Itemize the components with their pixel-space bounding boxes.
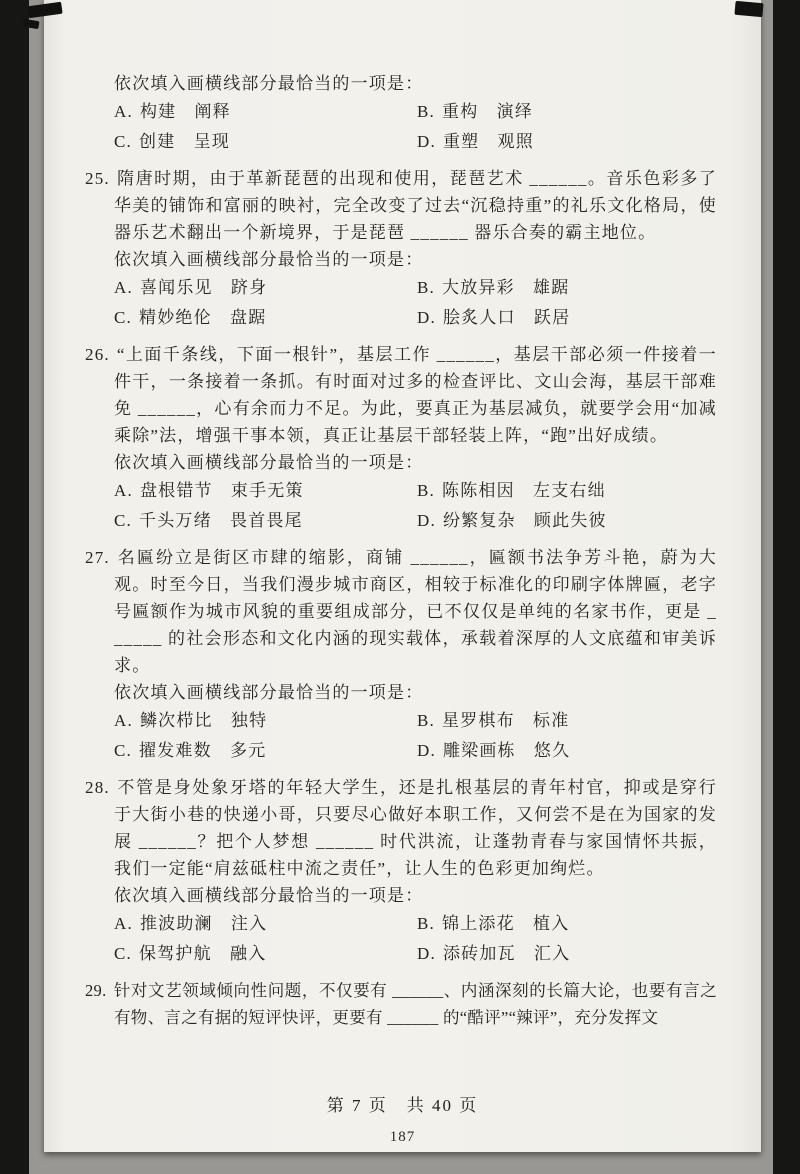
question-29 (85, 977, 717, 1031)
option-text: 陈陈相因 左支右绌 (442, 481, 606, 500)
option-label: B. (417, 102, 435, 121)
fill-in-prompt: 依次填入画横线部分最恰当的一项是： (114, 453, 424, 472)
options-grid (85, 706, 717, 766)
question-number: 29. (85, 981, 107, 1000)
option-label: D. (417, 132, 436, 151)
option-text: 雕梁画栋 悠久 (442, 741, 571, 760)
option-d (417, 506, 717, 536)
option-d (417, 736, 717, 766)
option-d (417, 127, 717, 157)
option-text: 鳞次栉比 独特 (139, 711, 268, 730)
scan-artifact-icon (734, 1, 763, 17)
option-c (114, 303, 417, 333)
scan-edge-right (773, 0, 800, 1174)
option-label: C. (114, 511, 132, 530)
question-25 (85, 165, 717, 333)
option-a (114, 476, 417, 506)
question-27 (85, 544, 717, 766)
option-text: 锦上添花 植入 (442, 914, 570, 933)
options-grid (85, 476, 717, 536)
options-grid (85, 909, 717, 969)
question-26 (85, 341, 717, 536)
option-label: A. (114, 711, 133, 730)
option-a (114, 97, 417, 127)
question-body (85, 774, 717, 882)
fill-in-prompt: 依次填入画横线部分最恰当的一项是： (114, 250, 424, 269)
fill-in-prompt: 依次填入画横线部分最恰当的一项是： (114, 886, 424, 905)
option-a (114, 909, 417, 939)
question-28 (85, 774, 717, 969)
option-label: A. (114, 914, 133, 933)
option-label: C. (114, 132, 132, 151)
fill-in-prompt: 依次填入画横线部分最恰当的一项是： (114, 683, 424, 702)
option-b (417, 909, 717, 939)
exam-page (44, 0, 761, 1152)
option-c (114, 127, 417, 157)
page-footer: 第 7 页 共 40 页 (326, 1096, 479, 1115)
question-text: 隋唐时期，由于革新琵琶的出现和使用，琵琶艺术 ______。音乐色彩多了华美的铺饰和富丽的映衬，完全改变了过去“沉稳持重”的礼乐文化格局，使器乐艺术翻出一个新境界，于是琵琶 ______ 器乐合奏的霸主地位。 (114, 169, 717, 242)
option-text: 创建 呈现 (139, 132, 230, 151)
option-label: D. (417, 741, 436, 760)
question-number: 26. (85, 345, 110, 364)
option-c (114, 506, 417, 536)
option-label: B. (417, 481, 435, 500)
options-grid (85, 273, 717, 333)
option-label: A. (114, 481, 133, 500)
question-text: “上面千条线，下面一根针”，基层工作 ______，基层干部必须一件接着一件干，一条接着一条抓。有时面对过多的检查评比、文山会海，基层干部难免 ______，心有余而力不足。为此，要真正为基层减负，就要学会用“加减乘除”法，增强干事本领，真正让基层干部轻装上阵，“跑”出好成绩。 (114, 345, 717, 445)
option-text: 保驾护航 融入 (139, 944, 267, 963)
option-text: 重构 演绎 (442, 102, 533, 121)
option-label: A. (114, 278, 133, 297)
option-b (417, 97, 717, 127)
option-label: C. (114, 944, 132, 963)
option-text: 星罗棋布 标准 (442, 711, 570, 730)
option-d (417, 939, 717, 969)
option-text: 添砖加瓦 汇入 (442, 944, 571, 963)
option-text: 构建 阐释 (139, 102, 231, 121)
question-text: 针对文艺领域倾向性问题，不仅要有 ______、内涵深刻的长篇大论，也要有言之有物、言之有据的短评快评，更要有 ______ 的“酷评”“辣评”，充分发挥文 (113, 981, 717, 1027)
option-label: B. (417, 278, 435, 297)
option-label: C. (114, 308, 132, 327)
question-number: 28. (85, 778, 110, 797)
option-b (417, 476, 717, 506)
option-b (417, 273, 717, 303)
option-label: D. (417, 944, 436, 963)
scan-edge-left (0, 0, 29, 1174)
question-body (85, 341, 717, 449)
option-text: 大放异彩 雄踞 (442, 278, 570, 297)
option-label: B. (417, 711, 435, 730)
page-content (85, 70, 717, 1031)
question-text: 名匾纷立是街区市肆的缩影，商铺 ______，匾额书法争芳斗艳，蔚为大观。时至今日，当我们漫步城市商区，相较于标准化的印刷字体牌匾，老字号匾额作为城市风貌的重要组成部分，已不仅仅是单纯的名家书作，更是 ______ 的社会形态和文化内涵的现实载体，承载着深厚的人文底蕴和审美诉求。 (114, 548, 717, 675)
option-text: 推波助澜 注入 (139, 914, 268, 933)
fill-in-prompt: 依次填入画横线部分最恰当的一项是： (114, 74, 424, 93)
option-label: B. (417, 914, 435, 933)
option-a (114, 706, 417, 736)
option-text: 擢发难数 多元 (139, 741, 267, 760)
option-text: 重塑 观照 (442, 132, 534, 151)
option-c (114, 939, 417, 969)
question-text: 不管是身处象牙塔的年轻大学生，还是扎根基层的青年村官，抑或是穿行于大街小巷的快递小哥，只要尽心做好本职工作，又何尝不是在为国家的发展 ______？把个人梦想 ______ 时代洪流，让蓬勃青春与家国情怀共振，我们一定能“肩兹砥柱中流之责任”，让人生的色彩更加绚烂。 (114, 778, 717, 878)
option-label: A. (114, 102, 133, 121)
question-number: 25. (85, 169, 110, 188)
option-text: 盘根错节 束手无策 (139, 481, 304, 500)
page-number: 187 (389, 1129, 416, 1145)
option-text: 喜闻乐见 跻身 (139, 278, 268, 297)
option-label: C. (114, 741, 132, 760)
option-a (114, 273, 417, 303)
option-c (114, 736, 417, 766)
option-label: D. (417, 308, 436, 327)
options-grid (85, 97, 717, 157)
option-text: 脍炙人口 跃居 (442, 308, 571, 327)
question-body (85, 544, 717, 679)
option-text: 精妙绝伦 盘踞 (139, 308, 267, 327)
option-text: 纷繁复杂 顾此失彼 (442, 511, 607, 530)
question-number: 27. (85, 548, 110, 567)
option-label: D. (417, 511, 436, 530)
previous-question-choices (85, 70, 717, 157)
question-body (85, 165, 717, 246)
option-b (417, 706, 717, 736)
question-body (85, 977, 717, 1031)
option-text: 千头万绪 畏首畏尾 (139, 511, 303, 530)
option-d (417, 303, 717, 333)
